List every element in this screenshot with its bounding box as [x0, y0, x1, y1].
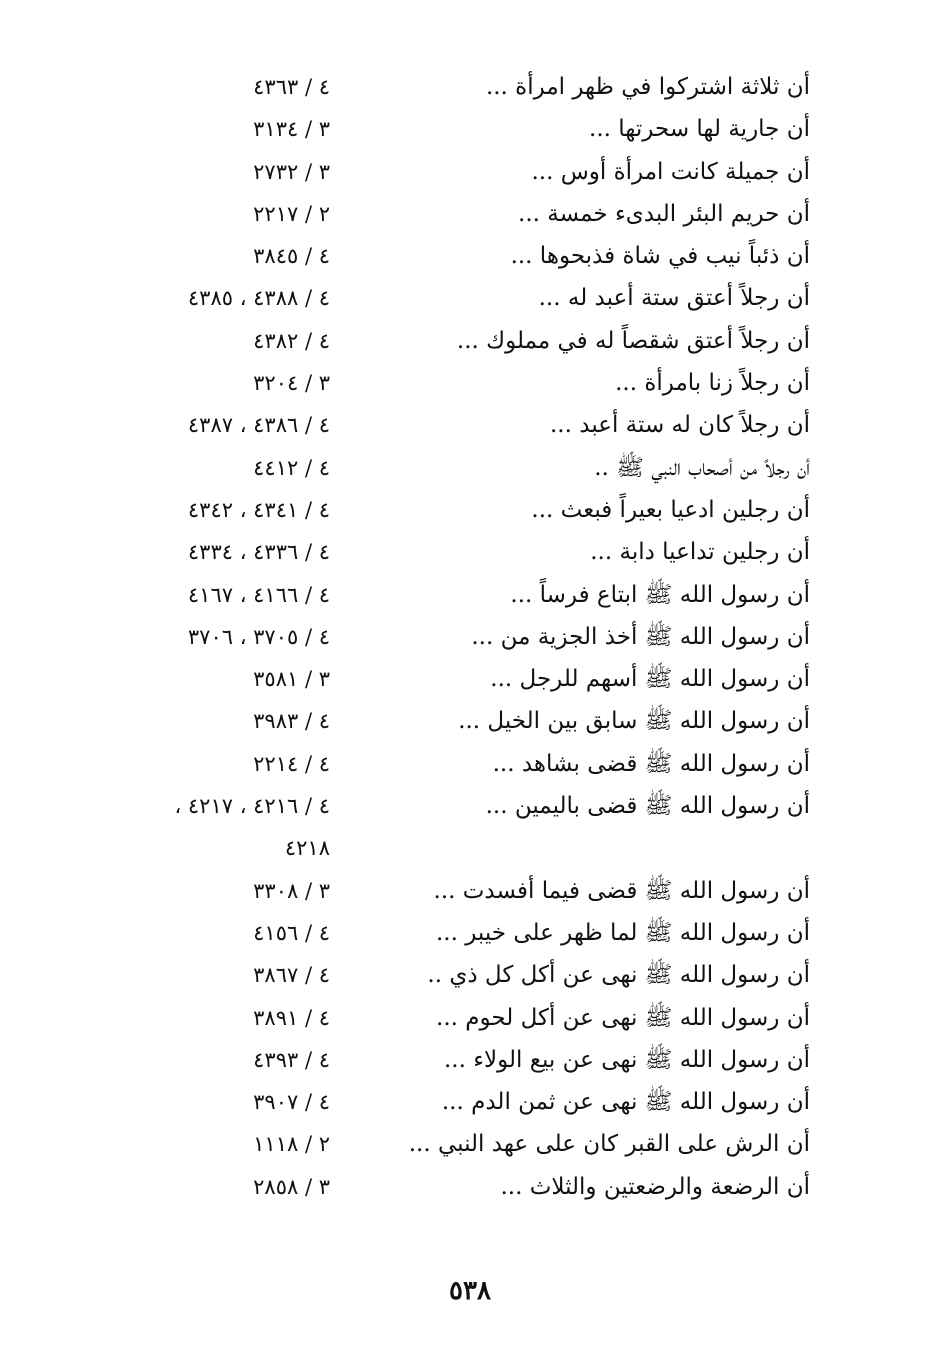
entry-reference: ٣ / ٣٢٠٤ — [253, 371, 330, 396]
entry-reference: ٤ / ٤١٦٦ ، ٤١٦٧ — [187, 582, 330, 607]
entry-text: أن رسول الله ﷺ قضى بشاهد ... — [492, 750, 810, 777]
entry-text: أن رجلاً زنا بامرأة ... — [615, 370, 810, 397]
index-entry — [0, 193, 940, 235]
entry-text: أن الرضعة والرضعتين والثلاث ... — [500, 1173, 810, 1200]
entry-reference: ٣ / ٣٣٠٨ — [253, 878, 330, 903]
entry-text: أن ثلاثة اشتركوا في ظهر امرأة ... — [485, 74, 810, 100]
entry-reference: ٤ / ٤١٥٦ — [253, 920, 330, 945]
entry-reference: ٤ / ٤٤١٢ — [253, 455, 330, 480]
entry-reference: ٤ / ٤٣٣٦ ، ٤٣٣٤ — [187, 540, 330, 565]
index-entry — [0, 1166, 940, 1208]
entry-text: أن رسول الله ﷺ نهى عن أكل كل ذي .. — [427, 962, 810, 989]
entry-text: أن رسول الله ﷺ نهى عن بيع الولاء ... — [443, 1046, 810, 1073]
index-entry — [0, 785, 940, 870]
index-entry — [0, 151, 940, 193]
entry-reference: ٤ / ٣٧٠٥ ، ٣٧٠٦ — [187, 624, 330, 649]
index-entry — [0, 658, 940, 700]
index-entry — [0, 235, 940, 277]
entry-reference: ٤ / ٣٩٨٣ — [253, 709, 330, 734]
entry-text: أن رسول الله ﷺ ابتاع فرساً ... — [510, 581, 810, 608]
index-entry — [0, 362, 940, 404]
entry-text: أن رجلاً أعتق ستة أعبد له ... — [538, 285, 810, 312]
index-entry — [0, 743, 940, 785]
entry-reference: ٣ / ٣٥٨١ — [253, 667, 330, 692]
index-entry — [0, 277, 940, 319]
index-entry — [0, 1039, 940, 1081]
entry-text: أن جارية لها سحرتها ... — [589, 116, 810, 143]
index-entry — [0, 870, 940, 912]
index-entry — [0, 616, 940, 658]
entry-reference: ٢ / ٢٢١٧ — [253, 201, 330, 226]
entry-reference: ٢ / ١١١٨ — [253, 1132, 330, 1157]
index-entry — [0, 320, 940, 362]
entry-text: أن حريم البئر البدىء خمسة ... — [518, 200, 810, 227]
entry-reference: ٤ / ٤٢١٦ ، ٤٢١٧ ، — [174, 794, 330, 819]
index-entry — [0, 912, 940, 954]
entry-reference: ٤ / ٣٩٠٧ — [253, 1090, 330, 1115]
index-entry — [0, 1081, 940, 1123]
entry-text: أن ذئباً نيب في شاة فذبحوها ... — [510, 243, 810, 270]
entry-text: أن رجلاً أعتق شقصاً له في مملوك ... — [456, 327, 810, 354]
entry-reference: ٤ / ٤٣٨٨ ، ٤٣٨٥ — [187, 286, 330, 311]
index-entry — [0, 447, 940, 489]
entry-text: أن رجلاً من أصحاب النبي ﷺ .. — [594, 454, 810, 481]
entry-reference: ٤ / ٣٨٤٥ — [253, 244, 330, 269]
entry-text: أن رسول الله ﷺ أسهم للرجل ... — [490, 666, 810, 693]
index-entry — [0, 954, 940, 996]
entry-reference: ٤ / ٤٣٨٢ — [253, 328, 330, 353]
entry-list — [0, 66, 940, 1208]
entry-text: أن رجلاً كان له ستة أعبد ... — [550, 412, 810, 439]
entry-reference: ٣ / ٣١٣٤ — [253, 117, 330, 142]
entry-text: أن الرش على القبر كان على عهد النبي ... — [408, 1131, 810, 1158]
index-entry — [0, 700, 940, 742]
entry-reference-continued: ٤٢١٨ — [284, 836, 330, 861]
entry-text: أن رجلين ادعيا بعيراً فبعث ... — [531, 496, 810, 523]
page-number: ٥٣٨ — [449, 1276, 491, 1306]
index-entry — [0, 108, 940, 150]
entry-reference: ٣ / ٢٧٣٢ — [253, 159, 330, 184]
entry-text: أن رسول الله ﷺ نهى عن ثمن الدم ... — [441, 1089, 810, 1116]
entry-reference: ٤ / ٣٨٦٧ — [253, 963, 330, 988]
entry-text: أن رسول الله ﷺ قضى باليمين ... — [485, 793, 810, 820]
entry-text: أن رسول الله ﷺ سابق بين الخيل ... — [458, 708, 810, 735]
entry-reference: ٤ / ٤٣٦٣ — [253, 75, 330, 99]
entry-reference: ٤ / ٣٨٩١ — [253, 1005, 330, 1030]
entry-text: أن رسول الله ﷺ نهى عن أكل لحوم ... — [436, 1004, 810, 1031]
index-entry — [0, 997, 940, 1039]
index-entry — [0, 404, 940, 446]
entry-text: أن رجلين تداعيا دابة ... — [590, 539, 810, 566]
entry-text: أن جميلة كانت امرأة أوس ... — [531, 158, 810, 185]
entry-reference: ٤ / ٤٣٨٦ ، ٤٣٨٧ — [187, 413, 330, 438]
entry-text: أن رسول الله ﷺ لما ظهر على خيبر ... — [435, 919, 810, 946]
index-entry — [0, 574, 940, 616]
entry-reference: ٤ / ٢٢١٤ — [253, 751, 330, 776]
index-entry — [0, 489, 940, 531]
entry-reference: ٣ / ٢٨٥٨ — [253, 1174, 330, 1199]
index-entry — [0, 531, 940, 573]
entry-text: أن رسول الله ﷺ أخذ الجزية من ... — [471, 623, 810, 650]
entry-reference: ٤ / ٤٣٩٣ — [253, 1047, 330, 1072]
entry-reference: ٤ / ٤٣٤١ ، ٤٣٤٢ — [187, 497, 330, 522]
index-entry — [0, 1123, 940, 1165]
index-entry — [0, 66, 940, 108]
entry-text: أن رسول الله ﷺ قضى فيما أفسدت ... — [433, 877, 810, 904]
